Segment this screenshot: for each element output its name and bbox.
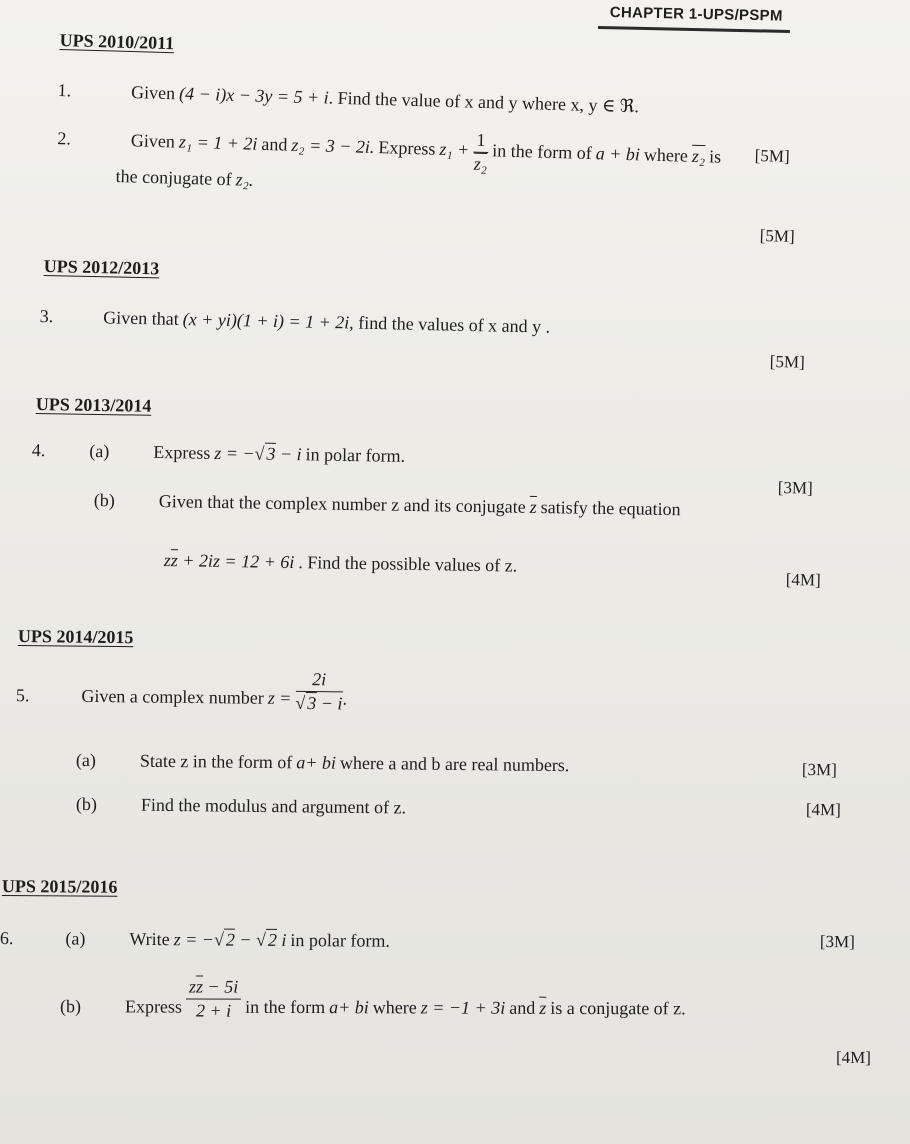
question-equation: $z\overline{z} + 2iz = 12 + 6i$	[163, 550, 295, 573]
equation-z1: z₁ = 1 + 2i	[178, 131, 258, 154]
question-text: State z in the form of	[139, 750, 293, 773]
question-number: 5.	[15, 685, 30, 706]
marks-label: [4M]	[835, 1048, 871, 1068]
question-text: Express	[124, 996, 182, 1017]
section-title-2014: UPS 2014/2015	[17, 626, 134, 648]
conjugate-symbol: $\overline{z}$	[529, 496, 537, 517]
question-text: Express	[378, 137, 436, 159]
marks-label: [5M]	[769, 352, 805, 372]
marks-label: [5M]	[754, 146, 790, 166]
part-label: (b)	[59, 996, 81, 1017]
question-text: where	[643, 144, 689, 166]
question-text: in the form	[245, 996, 326, 1018]
question-text: where a and b are real numbers.	[339, 752, 570, 776]
question-text: satisfy the equation	[540, 497, 681, 520]
question-equation: z₂.	[235, 169, 254, 190]
fraction: $\frac{1}{\text{z₂}}$	[473, 129, 488, 174]
question-5b	[76, 794, 406, 818]
question-text: Given	[130, 130, 176, 152]
part-label: (b)	[93, 490, 115, 511]
question-text: Given	[130, 82, 176, 104]
question-4b-equation-line	[164, 550, 518, 577]
fraction: $\frac{z\overline{z} - 5i}{2 + i}$	[186, 976, 241, 1021]
question-1	[57, 80, 639, 117]
question-number: 6.	[0, 928, 14, 949]
question-equation: (x + yi)(1 + i) = 1 + 2i	[182, 308, 350, 333]
section-title-2012: UPS 2012/2013	[43, 256, 160, 279]
question-text: .	[342, 688, 348, 709]
question-text: is a conjugate of z.	[550, 997, 686, 1019]
question-equation: z = −√ 2 − √ 2 i	[173, 929, 287, 950]
question-equation: (4 − i)x − 3y = 5 + i	[178, 83, 329, 108]
question-6a	[0, 928, 390, 952]
marks-label: [4M]	[785, 570, 821, 590]
question-number: 3.	[39, 306, 54, 327]
marks-label: [5M]	[759, 226, 795, 246]
section-title-2013: UPS 2013/2014	[35, 394, 152, 416]
question-equation: z = −1 + 3i	[420, 997, 506, 1018]
conjugate-symbol: $\overline{z}$	[539, 997, 547, 1018]
expression-lead: z₁ +	[439, 138, 470, 160]
part-label: (a)	[65, 928, 86, 949]
question-4a	[32, 440, 406, 467]
conjugate-symbol: z₂	[691, 145, 706, 167]
question-text: . Find the value of x and y where x, y ∈ ℜ.	[328, 87, 640, 117]
question-2-line-2	[115, 166, 253, 191]
form-expression: a+ bi	[296, 752, 337, 773]
question-text: and	[509, 997, 536, 1018]
question-text: in polar form.	[305, 444, 406, 466]
question-text: in the form of	[492, 140, 593, 164]
question-text: Express	[153, 441, 211, 463]
question-text: and	[261, 133, 288, 155]
question-4b	[94, 490, 681, 520]
section-title-2015: UPS 2015/2016	[1, 876, 118, 897]
question-equation: z = −√3 − i	[214, 442, 302, 465]
question-5	[15, 669, 348, 714]
question-text: Given that	[103, 307, 179, 329]
chapter-header: CHAPTER 1-UPS/PSPM	[609, 4, 783, 25]
form-expression: a + bi	[595, 143, 641, 165]
part-label: (b)	[75, 794, 97, 815]
question-text: , find the values of x and y .	[349, 312, 551, 337]
question-text: where	[372, 997, 417, 1018]
question-3	[40, 306, 551, 338]
question-text: Given a complex number	[81, 685, 264, 708]
marks-label: [3M]	[819, 932, 855, 952]
marks-label: [3M]	[801, 760, 837, 780]
section-title-2010: UPS 2010/2011	[59, 30, 175, 54]
question-number: 2.	[57, 128, 72, 149]
question-text: Given that the complex number z and its conjugate	[158, 491, 526, 517]
question-text: is	[708, 146, 722, 167]
equation-z2: z₂ = 3 − 2i.	[291, 134, 375, 158]
question-5a	[76, 750, 570, 776]
question-number: 1.	[57, 80, 72, 101]
fraction: $\frac{2i}{√3 - i}$	[295, 669, 343, 714]
part-label: (a)	[75, 750, 96, 771]
question-text: Write	[129, 928, 170, 950]
marks-label: [3M]	[777, 478, 813, 498]
question-text: . Find the possible values of z.	[298, 552, 518, 576]
part-label: (a)	[89, 440, 110, 462]
header-rule	[598, 26, 790, 33]
question-6b	[59, 976, 686, 1023]
question-text: Find the modulus and argument of z.	[140, 794, 407, 818]
question-equation: z =	[267, 687, 292, 709]
marks-label: [4M]	[805, 800, 841, 820]
question-number: 4.	[31, 440, 46, 461]
form-expression: a+ bi	[329, 997, 369, 1018]
question-text: the conjugate of	[115, 166, 232, 190]
question-text: in polar form.	[290, 930, 390, 951]
